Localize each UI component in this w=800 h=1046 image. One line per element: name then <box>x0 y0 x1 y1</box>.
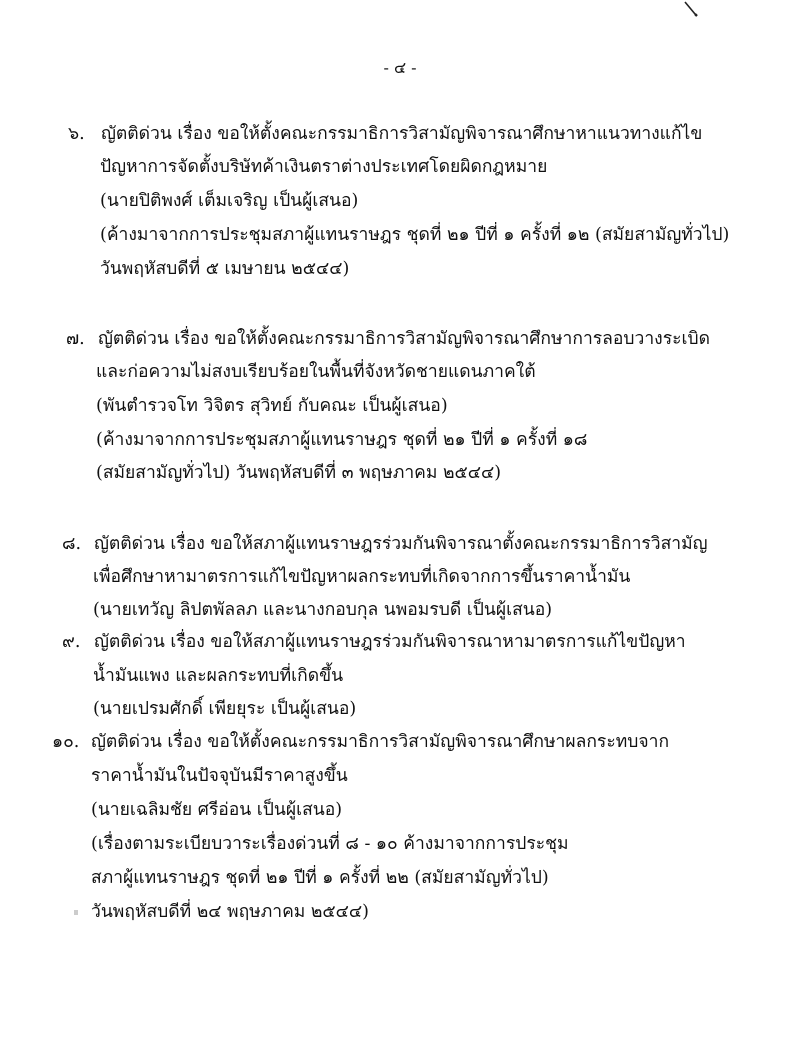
item-line: ญัตติด่วน เรื่อง ขอให้สภาผู้แทนราษฎรร่วมกันพิจารณาตั้งคณะกรรมาธิการวิสามัญ <box>94 534 708 554</box>
item-line: (พันตำรวจโท วิจิตร สุวิทย์ กับคณะ เป็นผู้เสนอ) <box>96 396 448 416</box>
item-line: (นายเปรมศักดิ์ เพียยุระ เป็นผู้เสนอ) <box>93 699 357 719</box>
item-line: ปัญหาการจัดตั้งบริษัทค้าเงินตราต่างประเทศโดยผิดกฎหมาย <box>100 157 548 177</box>
item-number: ๙. <box>62 632 81 652</box>
item-line: (เรื่องตามระเบียบวาระเรื่องด่วนที่ ๘ - ๑๐ ค้างมาจากการประชุม <box>91 834 569 854</box>
item-line: น้ำมันแพง และผลกระทบที่เกิดขึ้น <box>93 666 344 686</box>
scan-pen-mark <box>683 0 707 20</box>
item-line: ญัตติด่วน เรื่อง ขอให้ตั้งคณะกรรมาธิการวิสามัญพิจารณาศึกษาหาแนวทางแก้ไข <box>101 124 703 144</box>
item-line: (ค้างมาจากการประชุมสภาผู้แทนราษฎร ชุดที่ ๒๑ ปีที่ ๑ ครั้งที่ ๑๒ (สมัยสามัญทั่วไป) <box>100 225 730 245</box>
item-line: ญัตติด่วน เรื่อง ขอให้สภาผู้แทนราษฎรร่วมกันพิจารณาหามาตรการแก้ไขปัญหา <box>94 632 686 652</box>
item-line: และก่อความไม่สงบเรียบร้อยในพื้นที่จังหวัดชายแดนภาคใต้ <box>96 362 536 382</box>
item-line: ราคาน้ำมันในปัจจุบันมีราคาสูงขึ้น <box>91 766 348 786</box>
item-line: (สมัยสามัญทั่วไป) วันพฤหัสบดีที่ ๓ พฤษภาคม ๒๕๔๔) <box>96 463 502 483</box>
item-line: สภาผู้แทนราษฎร ชุดที่ ๒๑ ปีที่ ๑ ครั้งที่ ๒๒ (สมัยสามัญทั่วไป) <box>91 868 549 888</box>
scan-speck <box>74 910 78 915</box>
item-line: วันพฤหัสบดีที่ ๒๔ พฤษภาคม ๒๕๔๔) <box>91 902 369 922</box>
item-number: ๑๐. <box>52 732 80 752</box>
item-line: (นายปิติพงศ์ เต็มเจริญ เป็นผู้เสนอ) <box>100 191 359 211</box>
item-number: ๘. <box>62 534 82 554</box>
item-number: ๗. <box>66 329 85 349</box>
item-line: (นายเฉลิมชัย ศรีอ่อน เป็นผู้เสนอ) <box>91 800 343 820</box>
item-line: (นายเทวัญ ลิปตพัลลภ และนางกอบกุล นพอมรบดี เป็นผู้เสนอ) <box>93 600 553 620</box>
item-line: (ค้างมาจากการประชุมสภาผู้แทนราษฎร ชุดที่ ๒๑ ปีที่ ๑ ครั้งที่ ๑๘ <box>96 430 588 450</box>
item-line: ญัตติด่วน เรื่อง ขอให้ตั้งคณะกรรมาธิการวิสามัญพิจารณาศึกษาผลกระทบจาก <box>91 732 670 752</box>
item-line: วันพฤหัสบดีที่ ๕ เมษายน ๒๕๔๔) <box>100 259 350 279</box>
item-line: ญัตติด่วน เรื่อง ขอให้ตั้งคณะกรรมาธิการวิสามัญพิจารณาศึกษาการลอบวางระเบิด <box>98 329 710 349</box>
item-line: เพื่อศึกษาหามาตรการแก้ไขปัญหาผลกระทบที่เกิดจากการขึ้นราคาน้ำมัน <box>93 567 631 587</box>
page-number: - ๔ - <box>383 58 417 77</box>
item-number: ๖. <box>68 124 85 144</box>
